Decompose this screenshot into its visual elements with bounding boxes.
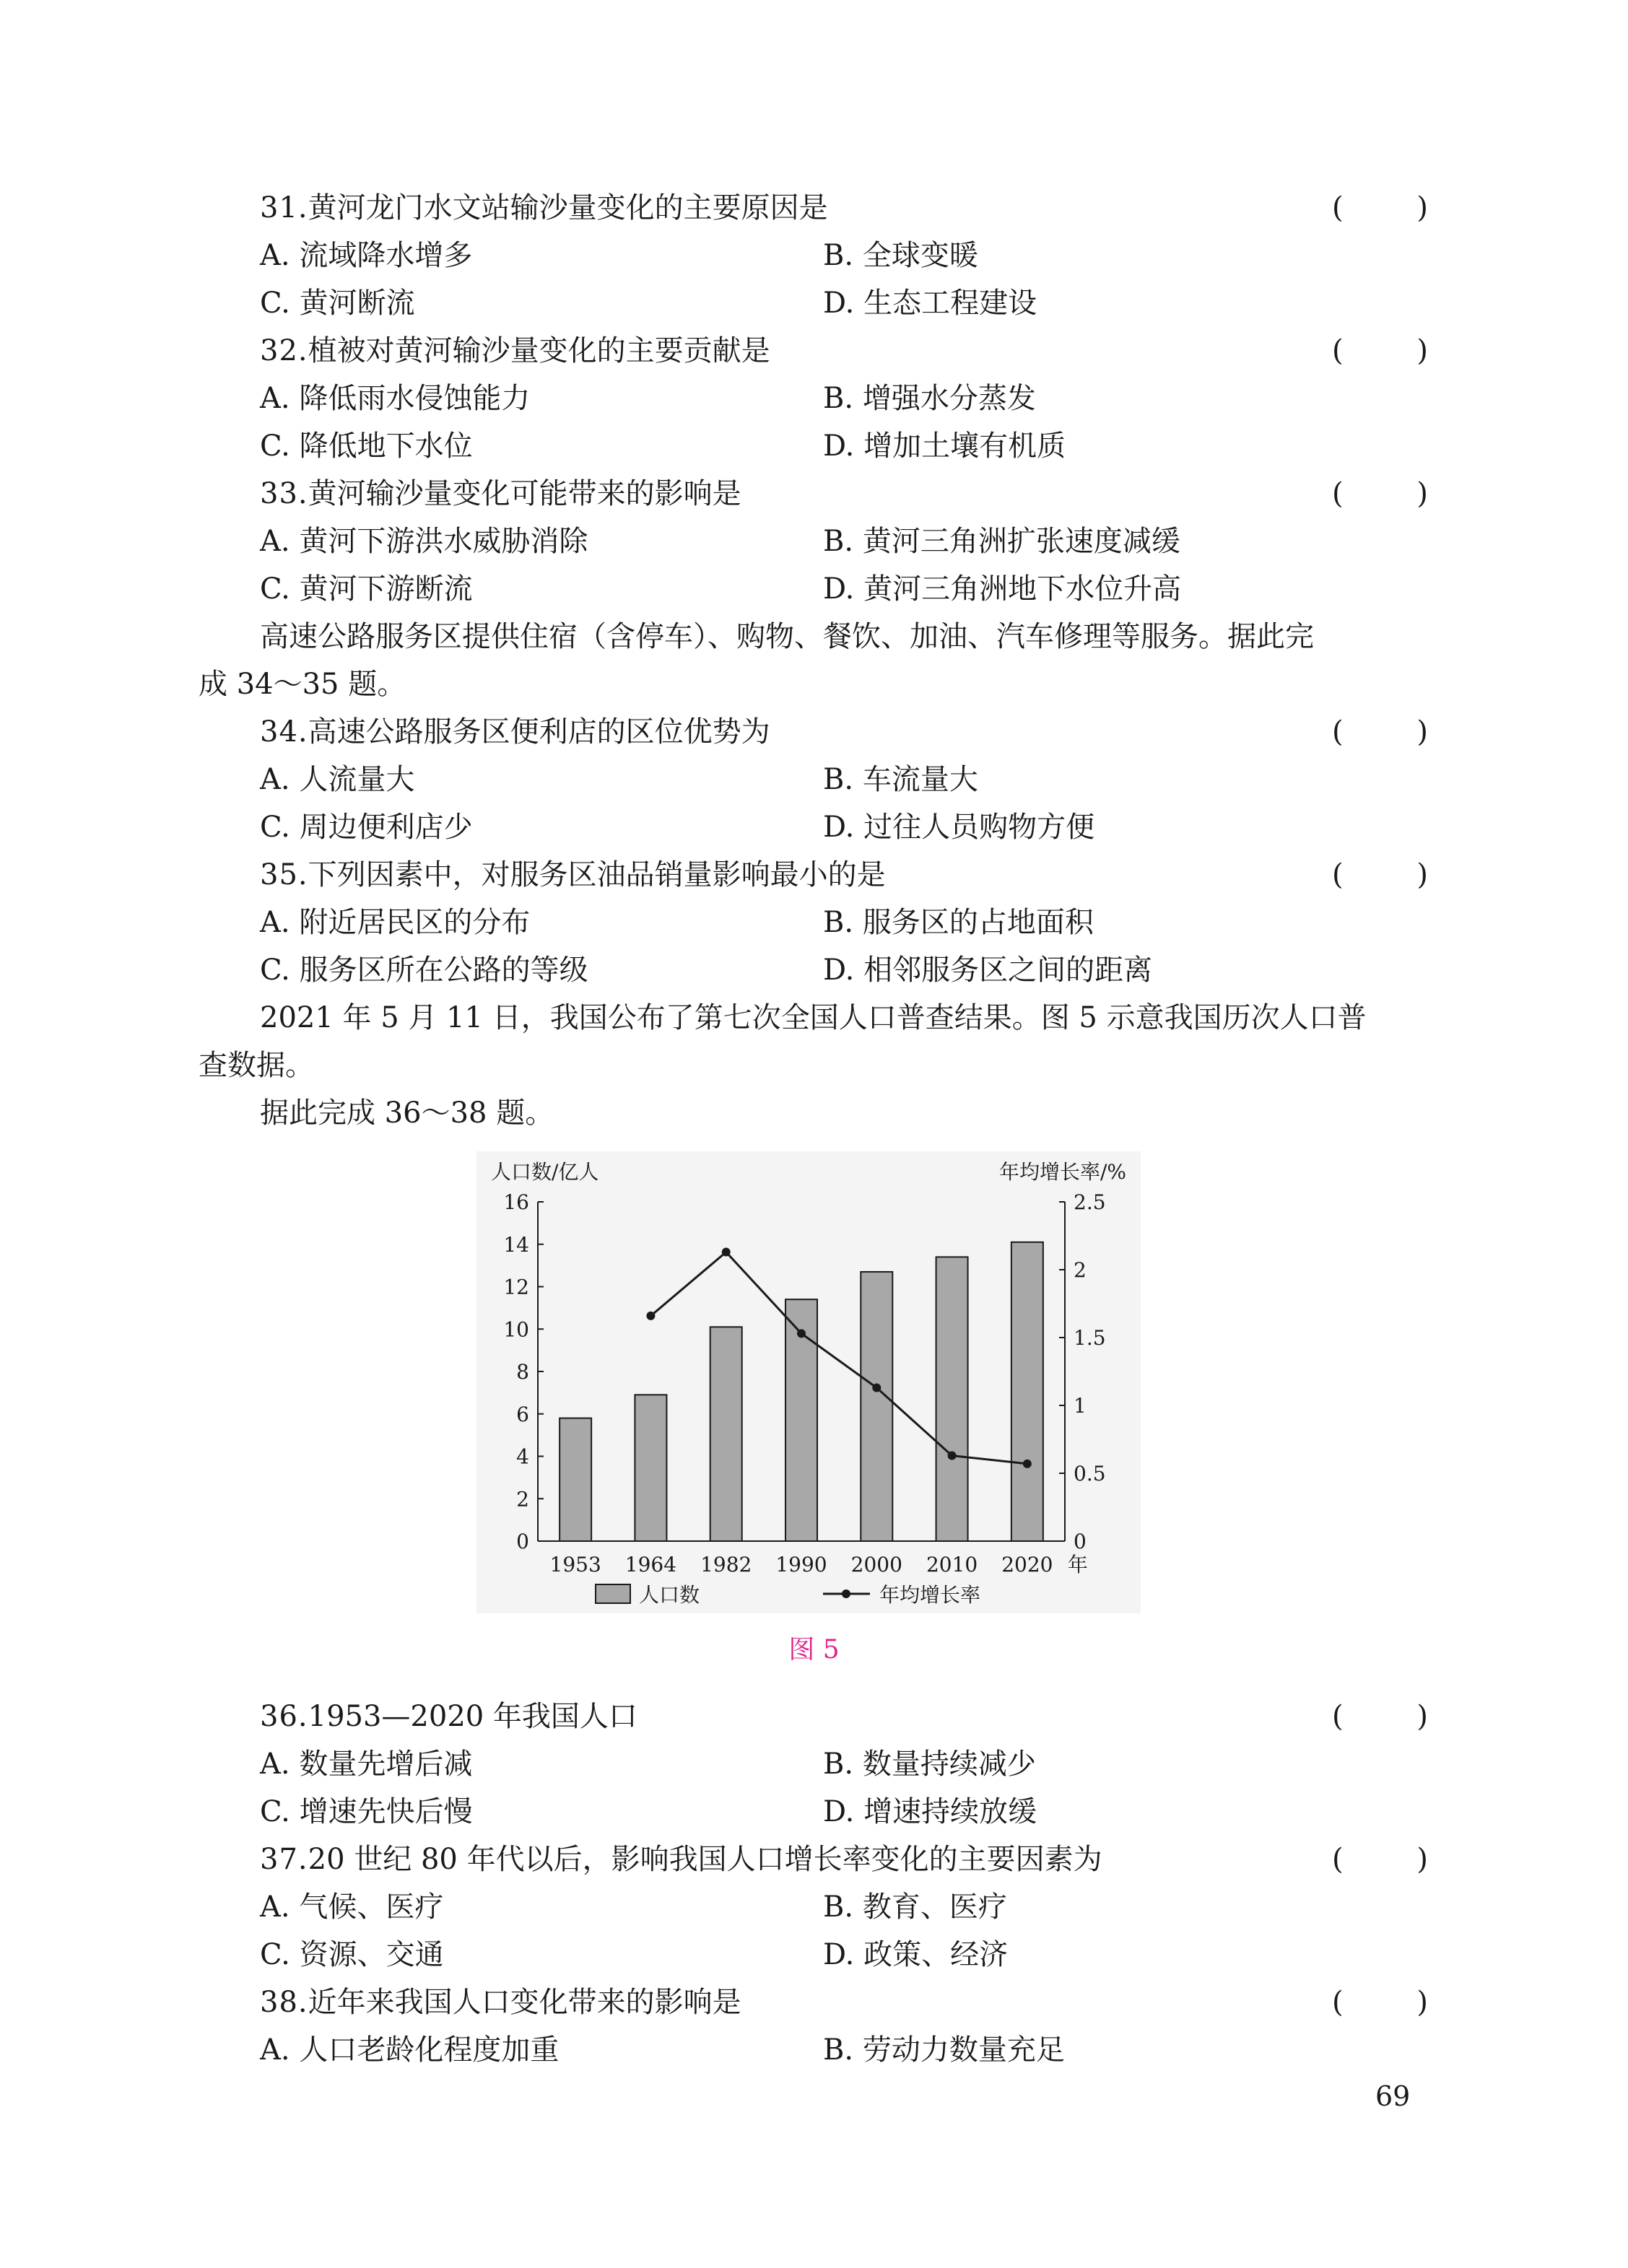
left-tick-label: 4	[516, 1444, 529, 1469]
left-tick-label: 6	[516, 1402, 529, 1426]
passage-census-line1: 2021 年 5 月 11 日，我国公布了第七次全国人口普查结果。图 5 示意我国历次人口普	[260, 1001, 1367, 1034]
answer-blank: ( )	[1332, 1700, 1428, 1733]
question-number: 31.	[260, 191, 308, 224]
left-axis-title: 人口数/亿人	[491, 1160, 599, 1184]
left-tick-label: 8	[516, 1360, 529, 1384]
growth-point-2010	[948, 1452, 957, 1460]
option-c: C. 服务区所在公路的等级	[260, 954, 588, 987]
right-tick-label: 1.5	[1074, 1326, 1106, 1350]
x-axis-unit: 年	[1067, 1553, 1088, 1576]
figure-caption: 图 5	[788, 1635, 840, 1665]
bar-2020	[1011, 1242, 1043, 1541]
answer-blank: ( )	[1332, 1843, 1428, 1876]
question-text: 下列因素中，对服务区油品销量影响最小的是	[308, 858, 886, 891]
growth-point-1982	[722, 1248, 731, 1257]
x-tick-label: 2020	[1001, 1553, 1053, 1576]
page-number: 69	[1375, 2080, 1411, 2112]
option-b: B. 劳动力数量充足	[823, 2033, 1065, 2067]
left-tick-label: 10	[503, 1317, 529, 1342]
question-text: 黄河龙门水文站输沙量变化的主要原因是	[308, 191, 828, 224]
option-b: B. 增强水分蒸发	[823, 382, 1036, 415]
bar-2010	[936, 1257, 968, 1541]
left-tick-label: 12	[503, 1275, 529, 1299]
question-text: 1953—2020 年我国人口	[308, 1700, 637, 1733]
option-b: B. 全球变暖	[823, 239, 978, 272]
option-c: C. 降低地下水位	[260, 429, 473, 463]
question-number: 32.	[260, 334, 308, 367]
option-d: D. 过往人员购物方便	[823, 811, 1095, 844]
growth-point-2020	[1023, 1460, 1032, 1468]
right-tick-label: 1	[1074, 1394, 1087, 1418]
x-tick-label: 1982	[700, 1553, 752, 1576]
question-number: 37.	[260, 1843, 308, 1876]
x-tick-label: 1953	[549, 1553, 601, 1576]
answer-blank: ( )	[1332, 477, 1428, 510]
legend-bar-swatch	[596, 1584, 630, 1603]
answer-blank: ( )	[1332, 191, 1428, 224]
question-text: 高速公路服务区便利店的区位优势为	[308, 715, 770, 749]
option-b: B. 教育、医疗	[823, 1890, 1007, 1924]
answer-blank: ( )	[1332, 1986, 1428, 2019]
option-a: A. 流域降水增多	[260, 239, 473, 272]
answer-blank: ( )	[1332, 334, 1428, 367]
x-tick-label: 1964	[624, 1553, 677, 1576]
legend-bar-label: 人口数	[639, 1583, 700, 1607]
question-text: 近年来我国人口变化带来的影响是	[308, 1986, 741, 2019]
question-32-stem	[260, 332, 770, 370]
question-number: 34.	[260, 715, 308, 749]
right-tick-label: 0	[1074, 1530, 1087, 1553]
option-b: B. 车流量大	[823, 763, 978, 796]
option-d: D. 增速持续放缓	[823, 1795, 1037, 1828]
left-tick-label: 14	[503, 1232, 529, 1257]
bar-1953	[560, 1418, 591, 1541]
option-c: C. 黄河断流	[260, 287, 415, 320]
option-a: A. 数量先增后减	[260, 1748, 473, 1781]
option-a: A. 气候、医疗	[260, 1890, 444, 1924]
option-d: D. 黄河三角洲地下水位升高	[823, 572, 1182, 606]
question-text: 黄河输沙量变化可能带来的影响是	[308, 477, 741, 510]
option-d: D. 增加土壤有机质	[823, 429, 1066, 463]
bar-1982	[710, 1327, 742, 1541]
option-c: C. 增速先快后慢	[260, 1795, 473, 1828]
question-number: 38.	[260, 1986, 308, 2019]
growth-point-2000	[872, 1384, 881, 1392]
option-b: B. 数量持续减少	[823, 1748, 1036, 1781]
answer-blank: ( )	[1332, 858, 1428, 891]
passage-census-line2: 查数据。	[199, 1049, 314, 1082]
question-34-stem	[260, 713, 770, 751]
left-tick-label: 0	[516, 1530, 529, 1553]
option-a: A. 附近居民区的分布	[260, 906, 531, 939]
legend-line-label: 年均增长率	[879, 1583, 981, 1607]
passage-service-area-line1: 高速公路服务区提供住宿（含停车）、购物、餐饮、加油、汽车修理等服务。据此完	[260, 620, 1314, 653]
passage-service-area-line2: 成 34～35 题。	[199, 668, 406, 701]
growth-point-1964	[646, 1312, 655, 1320]
option-a: A. 降低雨水侵蚀能力	[260, 382, 531, 415]
option-c: C. 周边便利店少	[260, 811, 473, 844]
x-tick-label: 1990	[775, 1553, 827, 1576]
growth-point-1990	[797, 1329, 806, 1338]
question-text: 20 世纪 80 年代以后，影响我国人口增长率变化的主要因素为	[308, 1843, 1102, 1876]
question-number: 33.	[260, 477, 308, 510]
option-d: D. 相邻服务区之间的距离	[823, 954, 1153, 987]
left-tick-label: 2	[516, 1487, 529, 1512]
question-36-stem	[260, 1698, 637, 1735]
question-35-stem	[260, 856, 886, 894]
question-31-stem	[260, 189, 828, 227]
question-number: 35.	[260, 858, 308, 891]
option-b: B. 服务区的占地面积	[823, 906, 1094, 939]
option-a: A. 人口老龄化程度加重	[260, 2033, 560, 2067]
x-tick-label: 2010	[926, 1553, 978, 1576]
population-chart	[476, 1151, 1141, 1613]
left-tick-label: 16	[503, 1190, 529, 1214]
bar-1964	[635, 1395, 666, 1541]
passage-instruction: 据此完成 36～38 题。	[260, 1096, 554, 1130]
option-c: C. 黄河下游断流	[260, 572, 473, 606]
right-tick-label: 2.5	[1074, 1190, 1106, 1214]
option-c: C. 资源、交通	[260, 1938, 444, 1971]
right-tick-label: 0.5	[1074, 1462, 1106, 1486]
question-38-stem	[260, 1984, 741, 2021]
option-a: A. 黄河下游洪水威胁消除	[260, 525, 588, 558]
right-axis-title: 年均增长率/%	[998, 1160, 1126, 1184]
right-tick-label: 2	[1074, 1258, 1087, 1282]
answer-blank: ( )	[1332, 715, 1428, 749]
legend-line-marker	[842, 1589, 850, 1598]
question-text: 植被对黄河输沙量变化的主要贡献是	[308, 334, 770, 367]
bar-2000	[861, 1272, 892, 1541]
option-b: B. 黄河三角洲扩张速度减缓	[823, 525, 1180, 558]
question-37-stem	[260, 1841, 1102, 1878]
option-d: D. 生态工程建设	[823, 287, 1037, 320]
option-a: A. 人流量大	[260, 763, 415, 796]
question-number: 36.	[260, 1700, 308, 1733]
x-tick-label: 2000	[850, 1553, 902, 1576]
question-33-stem	[260, 475, 741, 513]
option-d: D. 政策、经济	[823, 1938, 1009, 1971]
